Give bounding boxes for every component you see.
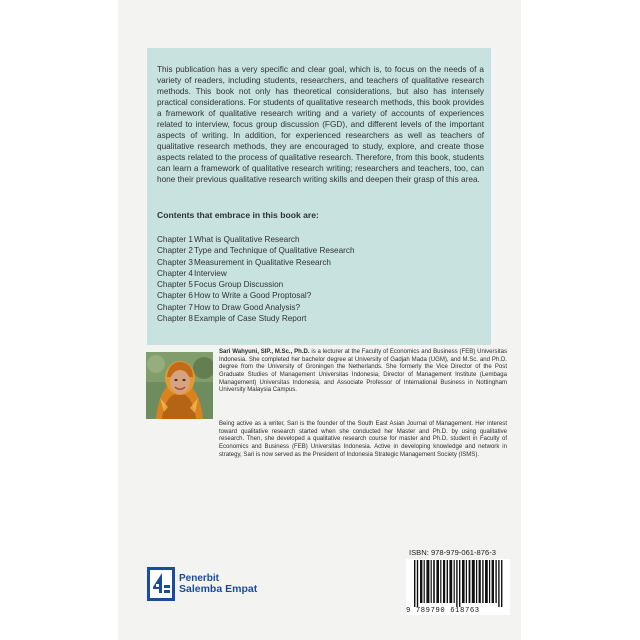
chapter-number: Chapter 7 — [157, 302, 193, 312]
chapter-title: Interview — [194, 268, 227, 278]
book-description: This publication has a very specific and clear goal, which is, to focus on the needs of a variety of readers, including students, researchers, and teachers of qualitative research methods. This book not only has theoretical considerations, but also has intensely practical considerations. For students of qualitative research methods, this book provides a framework of qualitative research writing and a variety of accounts of experiences related to interview, focus group discussion (FGD), and different levels of the important aspects of writing. In addition, for experienced researchers as well as teachers of qualitative research methods, they are encouraged to study, explore, and create those aspects related to the process of qualitative research. Therefore, from this book, students can learn a framework of qualitative research writing; researchers and teachers, too, can hone their previous qualitative research writing skills and deepen their grasp of this area. — [157, 65, 484, 184]
chapter-title: Focus Group Discussion — [194, 280, 284, 290]
publisher-name — [179, 573, 257, 595]
author-bio-text: is a lecturer at the Faculty of Economics and Business (FEB) Universitas Indonesia. She completed her bachelor degree at University of Gadjah Mada (UGM), and M.Sc. and Ph.D. degree from the University of Groningen the Netherlands. She formerly the Vice Director of the Post Graduate Studies of Management Universitas Indonesia, Director of Management Institute (Lembaga Management) Universitas Indonesia, and Associate Professor of International Business in Nottingham University Malaysia Campus. — [219, 349, 507, 394]
chapter-title: How to Write a Good Proptosal? — [194, 291, 312, 301]
chapter-item — [157, 234, 477, 245]
chapter-list — [157, 234, 477, 324]
publisher-title: Salemba Empat — [179, 583, 258, 595]
publisher-brand — [147, 567, 257, 601]
chapter-item — [157, 257, 477, 268]
chapter-title: How to Draw Good Analysis? — [194, 302, 301, 312]
chapter-title: Type and Technique of Qualitative Research — [194, 246, 355, 256]
publisher-label: Penerbit — [179, 573, 220, 584]
chapter-item — [157, 245, 477, 256]
author-name: Sari Wahyuni, SIP., M.Sc., Ph.D. — [219, 349, 310, 355]
author-bio-second: Being active as a writer, Sari is the founder of the South East Asian Journal of Management. Her interest toward qualitative research started when she conducted her Master and Ph.D. by using qualitative research. Then, she developed a qualitative research course for master and Ph.D. student in Faculty of Economics and Business (FEB) Universitas Indonesia. Active in developing knowledge and network in strategy, Sari is now served as the President of Indonesia Strategic Management Society (ISMS). — [219, 421, 507, 458]
chapter-title: What is Qualitative Research — [194, 235, 300, 244]
chapter-number: Chapter 6 — [157, 291, 193, 301]
chapter-number: Chapter 1 — [157, 235, 193, 244]
author-photo — [146, 352, 213, 419]
chapter-item — [157, 279, 477, 290]
chapter-number: Chapter 3 — [157, 257, 193, 267]
chapter-item — [157, 268, 477, 279]
chapter-number: Chapter 8 — [157, 314, 193, 324]
author-portrait-image — [146, 352, 213, 419]
chapter-item — [157, 313, 477, 324]
contents-heading: Contents that embrace in this book are: — [157, 210, 319, 220]
chapter-number: Chapter 5 — [157, 280, 193, 290]
chapter-title: Example of Case Study Report — [194, 314, 307, 324]
chapter-item — [157, 302, 477, 313]
chapter-number: Chapter 2 — [157, 246, 193, 256]
salemba-empat-logo-icon — [147, 567, 175, 601]
chapter-item — [157, 290, 477, 301]
isbn-number: ISBN: 978-979-061-876-3 — [409, 548, 496, 557]
barcode-digits: 9 789790 618763 — [406, 607, 480, 615]
author-bio — [219, 349, 507, 395]
chapter-number: Chapter 4 — [157, 268, 193, 278]
chapter-title: Measurement in Qualitative Research — [194, 257, 331, 267]
